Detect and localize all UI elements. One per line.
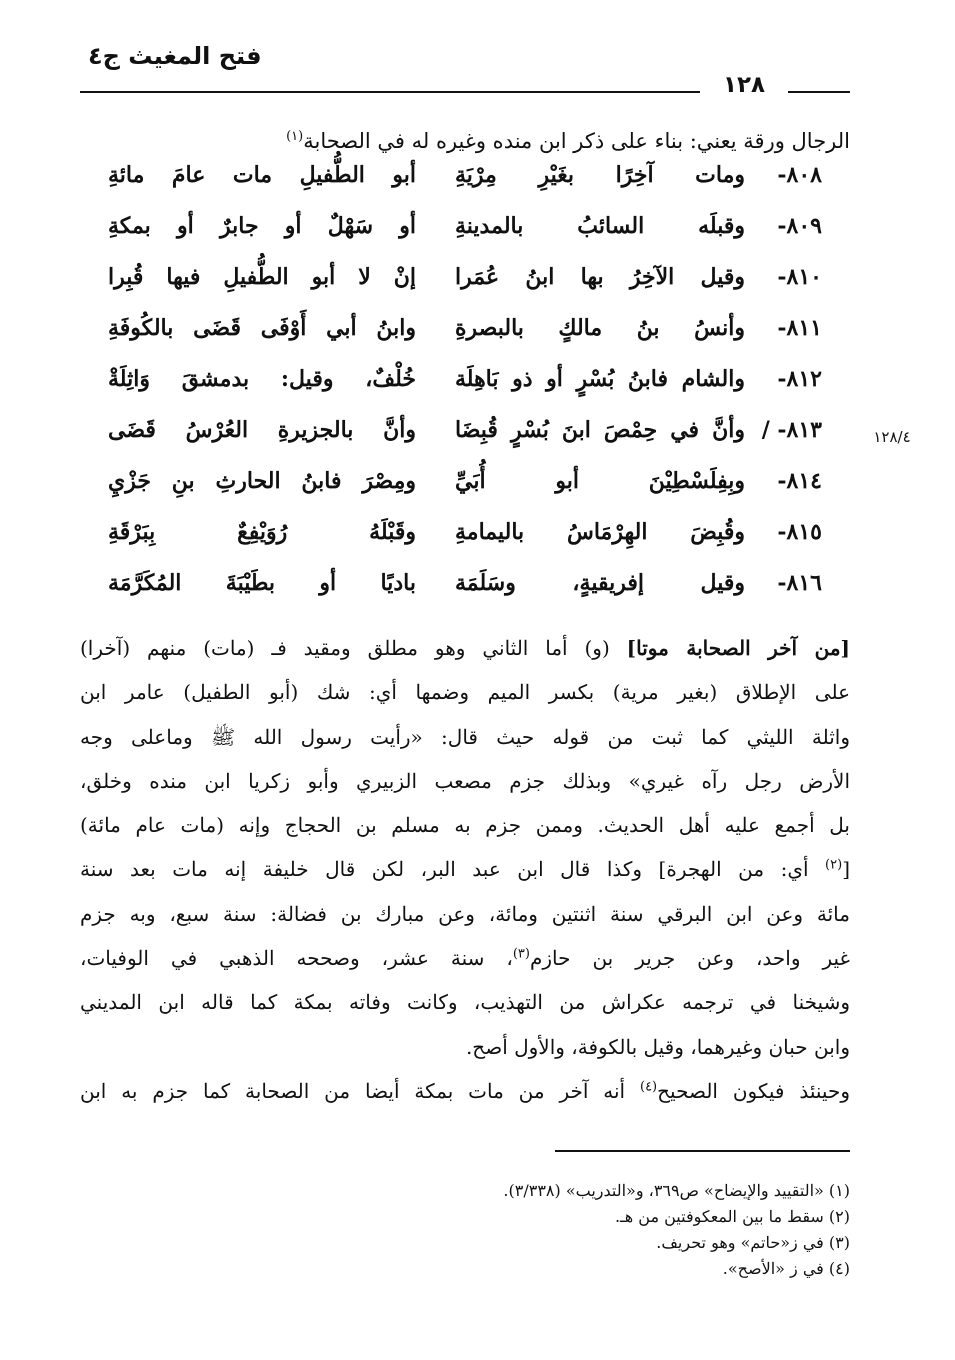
verse-first-hemistich: وقبلَه السائبُ بالمدينةِ bbox=[455, 213, 745, 239]
footnote-marker: (١) bbox=[286, 129, 304, 144]
commentary-fragment: أي: من الهجرة] وكذا قال ابن عبد البر، لكن قال خليفة إنه مات بعد سنة bbox=[80, 857, 826, 882]
verse-first-hemistich: وقيل الآخِرُ بها ابنُ عُمَرا bbox=[455, 264, 745, 290]
header-rule-stub bbox=[790, 91, 850, 93]
footnote-marker: (٣) bbox=[512, 946, 530, 962]
verse-number: ٨١٦- bbox=[777, 570, 822, 596]
verse-second-hemistich: وقَبْلَهُ رُوَيْفِعٌ بِبَرْقَةِ bbox=[108, 519, 416, 545]
verse-line bbox=[0, 570, 955, 618]
commentary-line bbox=[80, 847, 850, 891]
commentary-line: مائة وعن ابن البرقي سنة اثنتين ومائة، وعن مبارك بن فضالة: سنة سبع، وبه جزم bbox=[80, 901, 850, 926]
verse-number: ٨٠٨- bbox=[777, 162, 822, 188]
verse-line bbox=[0, 417, 955, 465]
commentary-line: بل أجمع عليه أهل الحديث. وممن جزم به مسلم بن الحجاج وإنه (مات عام مائة) bbox=[80, 813, 850, 838]
verse-line bbox=[0, 213, 955, 261]
footnote-rule bbox=[555, 1150, 850, 1152]
verse-line bbox=[0, 519, 955, 567]
commentary-fragment: [ bbox=[842, 857, 850, 882]
commentary-line: وابن حبان وغيرهما، وقيل بالكوفة، والأول أصح. bbox=[465, 1034, 850, 1059]
commentary-fragment: أنه آخر من مات بمكة أيضا من الصحابة كما جزم به ابن bbox=[80, 1078, 640, 1103]
verse-first-hemistich: ومات آخِرًا بغَيْرِ مِرْيَةِ bbox=[455, 162, 745, 188]
commentary-fragment: وحينئذ فيكون الصحيح bbox=[657, 1078, 850, 1103]
verse-line bbox=[0, 315, 955, 363]
commentary-line: على الإطلاق (بغير مرية) بكسر الميم وضمها أي: شك (أبو الطفيل) عامر ابن bbox=[80, 680, 850, 705]
book-title: فتح المغيث ج٤ bbox=[88, 42, 262, 70]
verse-first-hemistich: وقُبِضَ الهِرْمَاسُ باليمامةِ bbox=[455, 519, 745, 545]
margin-reference: ١٢٨/٤ bbox=[873, 428, 911, 446]
commentary-fragment: غير واحد، وعن جرير بن حازم bbox=[529, 946, 851, 971]
footnote: (٢) سقط ما بين المعكوفتين من هـ. bbox=[614, 1207, 850, 1226]
verse-first-hemistich: وقيل إفريقيةٍ، وسَلَمَة bbox=[455, 570, 745, 596]
verse-second-hemistich: وابنُ أبي أَوْفَى قَضَى بالكُوفَةِ bbox=[108, 315, 416, 341]
verse-second-hemistich: خُلْفٌ، وقيل: بدمشقَ وَاثِلَةْ bbox=[108, 366, 416, 392]
verse-number: ٨١٢- bbox=[777, 366, 822, 392]
verse-second-hemistich: ومِصْرَ فابنُ الحارثِ بنِ جَزْيِ bbox=[108, 468, 416, 494]
footnote: (٣) في ز«حاتم» وهو تحريف. bbox=[656, 1233, 850, 1252]
commentary-line: الأرض رجل رآه غيري» وبذلك جزم مصعب الزبيري وأبو زكريا ابن منده وخلق، bbox=[80, 768, 850, 793]
footnote: (١) «التقييد والإيضاح» ص٣٦٩، و«التدريب» (٣/٣٣٨). bbox=[503, 1181, 850, 1200]
verse-line bbox=[0, 468, 955, 516]
verse-first-hemistich: وأنسُ بنُ مالكٍ بالبصرةِ bbox=[455, 315, 745, 341]
footnotes bbox=[120, 1178, 850, 1282]
footnote-marker: (٢) bbox=[825, 857, 843, 873]
verse-second-hemistich: باديًا أو بطَيْبَةَ المُكَرَّمَة bbox=[108, 570, 416, 596]
verse-second-hemistich: أو سَهْلٌ أو جابرٌ أو بمكةِ bbox=[108, 213, 416, 239]
verse-second-hemistich: إنْ لا أبو الطُّفيلِ فيها قُبِرا bbox=[108, 264, 416, 290]
footnote: (٤) في ز «الأصح». bbox=[722, 1259, 850, 1278]
commentary-fragment: ، سنة عشر، وصححه الذهبي في الوفيات، bbox=[80, 946, 513, 971]
verse-line bbox=[0, 366, 955, 414]
verse-number: ٨٠٩- bbox=[777, 213, 822, 239]
verse-second-hemistich: وأنَّ بالجزيرةِ العُرْسُ قَضَى bbox=[108, 417, 416, 443]
verse-number: ٨١٣- / bbox=[761, 417, 822, 443]
intro-text: الرجال ورقة يعني: بناء على ذكر ابن منده وغيره له في الصحابة bbox=[303, 129, 850, 153]
commentary-line bbox=[80, 626, 850, 670]
commentary-line bbox=[80, 936, 850, 980]
verse-number: ٨١١- bbox=[777, 315, 822, 341]
commentary-line bbox=[80, 1069, 850, 1113]
commentary-line: وشيخنا في ترجمه عكراش من التهذيب، وكانت وفاته بمكة كما قاله ابن المديني bbox=[80, 990, 850, 1015]
verse-first-hemistich: وبِفِلَسْطِيْنَ أبو أُبَيِّ bbox=[455, 468, 745, 494]
verse-number: ٨١٥- bbox=[777, 519, 822, 545]
verse-line bbox=[0, 264, 955, 312]
commentary-fragment: (و) أما الثاني وهو مطلق ومقيد فـ (مات) منهم (آخرا) bbox=[80, 636, 627, 660]
verse-number: ٨١٠- bbox=[777, 264, 822, 290]
verse-line bbox=[0, 162, 955, 210]
verse-first-hemistich: والشام فابنُ بُسْرٍ أو ذو بَاهِلَة bbox=[455, 366, 745, 392]
verse-number: ٨١٤- bbox=[777, 468, 822, 494]
commentary-line: واثلة الليثي كما ثبت من قوله حيث قال: «رأيت رسول الله ﷺ وماعلى وجه bbox=[80, 724, 850, 749]
page-number: ١٢٨ bbox=[700, 68, 788, 102]
footnote-marker: (٤) bbox=[639, 1079, 658, 1095]
intro-line bbox=[120, 122, 850, 160]
section-heading: [من آخر الصحابة موتا] bbox=[626, 636, 850, 660]
verse-first-hemistich: وأنَّ في حِمْصَ ابنَ بُسْرٍ قُبِضَا bbox=[455, 417, 745, 443]
verse-second-hemistich: أبو الطُّفيلِ مات عامَ مائةِ bbox=[108, 162, 416, 188]
commentary-text bbox=[80, 626, 850, 1113]
